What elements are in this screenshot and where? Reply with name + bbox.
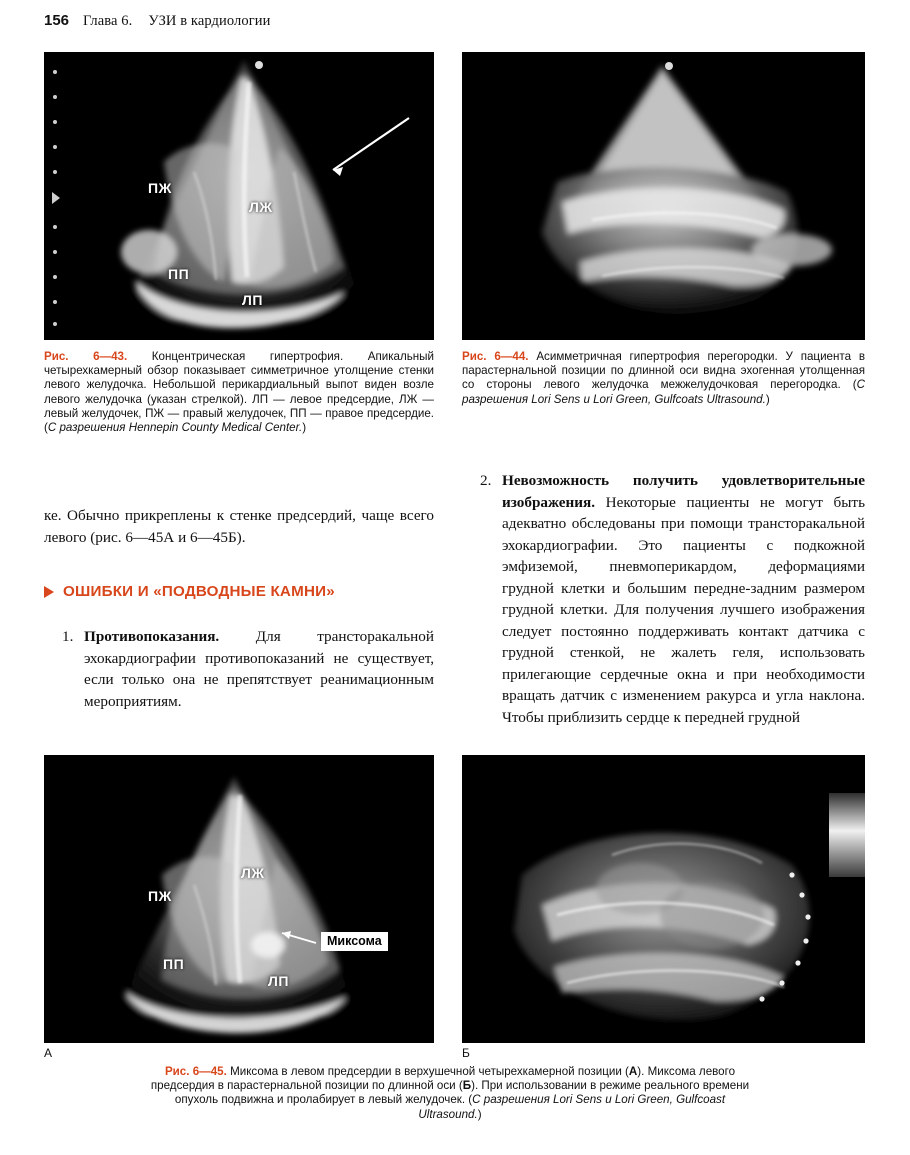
figure-6-45b-image [462,755,865,1043]
paragraph-continuation: ке. Обычно прикреплены к стенке предсердий, чаще всего левого (рис. 6—45А и 6—45Б). [44,507,434,546]
page-header [44,12,684,34]
chapter-title: УЗИ в кардиологии [148,13,271,29]
figure-6-44-image [462,52,865,340]
figure-6-43-credit: С разрешения Hennepin County Medical Center. [47,421,303,435]
chapter-label [83,13,270,30]
figure-6-44-number: Рис. 6—44. [462,350,529,363]
figure-6-45a-sub-letter: А [44,1046,53,1060]
figure-6-43-caption [44,350,434,435]
label-lp-43: ЛП [242,292,263,308]
section-heading-text: ОШИБКИ И «ПОДВОДНЫЕ КАМНИ» [63,583,335,600]
figure-6-45-credit: С разрешения Lori Sens и Lori Green, Gulfcoast Ultrasound. [418,1093,726,1121]
label-lzh-43: ЛЖ [249,199,273,215]
list-item-1-term: Противопоказания. [84,628,220,645]
label-lp-45a: ЛП [268,973,289,989]
figure-6-45a-image [44,755,434,1043]
label-lzh-45a: ЛЖ [241,865,265,881]
chapter-number: Глава 6. [83,13,133,29]
figure-6-43-image [44,52,434,340]
list-marker-1: 1. [62,628,74,645]
ultrasound-image-45a [44,755,434,1043]
figure-6-45-caption-text: Миксома в левом предсердии в верхушечной четырехкамерной позиции (А). Миксома левого предсердия в парастернальной позиции по длинной оси (Б). При использовании в режиме реального времени опухоль подвижна и пролабирует в левый желудочек. (С разрешения Lori Sens и Lori Green, Gulfcoast Ultrasound.) [150,1065,750,1121]
label-pp-43: ПП [168,266,190,282]
figure-6-44-credit: С разрешения Lori Sens и Lori Green, Gulfcoats Ultrasound. [462,378,865,406]
list-marker-2: 2. [480,472,492,489]
ultrasound-image-43 [44,52,434,340]
figure-6-43-caption-text: Концентрическая гипертрофия. Апикальный четырехкамерный обзор показывает симметричное утолщение стенки левого желудочка. Небольшой перикардиальный выпот виден возле левого желудочка (указан стрелкой). ЛП — левое предсердие, ЛЖ — левый желудочек, ПЖ — правый желудочек, ПП — правое предсердие. (С разрешения Hennepin County Medical Center.) [44,350,434,435]
pitfalls-list-item-2 [480,470,865,728]
figure-6-44-caption [462,350,865,407]
label-myxoma-tag: Миксома [321,932,388,951]
figure-6-45-caption [150,1065,750,1122]
figure-6-45-number: Рис. 6—45. [164,1065,227,1078]
figure-6-44-caption-text: Асимметричная гипертрофия перегородки. У пациента в парастернальной позиции по длинной оси видна эхогенная утолщенная со стороны левого желудочка межжелудочковая перегородка. (С разрешения Lori Sens и Lori Green, Gulfcoats Ultrasound.) [462,350,865,406]
label-pzh-43: ПЖ [148,180,172,196]
list-item-2-text: Некоторые пациенты не могут быть адекватно обследованы при помощи трансторакальной эхокардиографии. Это пациенты с подкожной эмфиземой, пневмоперикардом, деформациями грудной клетки и большим передне-задним размером грудной клетки. Для получения лучшего изображения следует постоянно поддерживать контакт датчика с грудной стенкой, не жалеть геля, использовать прилегающие сердечные окна и при необходимости вращать датчик с изменением ракурса и угла наклона. Чтобы приблизить сердце к передней грудной [502,493,865,726]
label-pzh-45a: ПЖ [148,888,172,904]
label-pp-45a: ПП [163,956,185,972]
section-heading [44,583,434,600]
triangle-bullet-icon [44,586,54,598]
pitfalls-list-item-1 [62,626,434,712]
list-item-1-text: Для трансторакальной эхокардиографии противопоказаний не существует, если только она не препятствует реанимационным мероприятиям. [84,628,434,710]
figure-6-45b-sub-letter: Б [462,1046,470,1060]
list-item-2-term: Невозможность получить удовлетворительные изображения. [502,472,865,511]
page-number: 156 [44,12,70,29]
figure-6-43-number: Рис. 6—43. [44,350,128,363]
ultrasound-image-45b [462,755,865,1043]
ultrasound-image-44 [462,52,865,340]
left-column-paragraph [44,505,434,548]
